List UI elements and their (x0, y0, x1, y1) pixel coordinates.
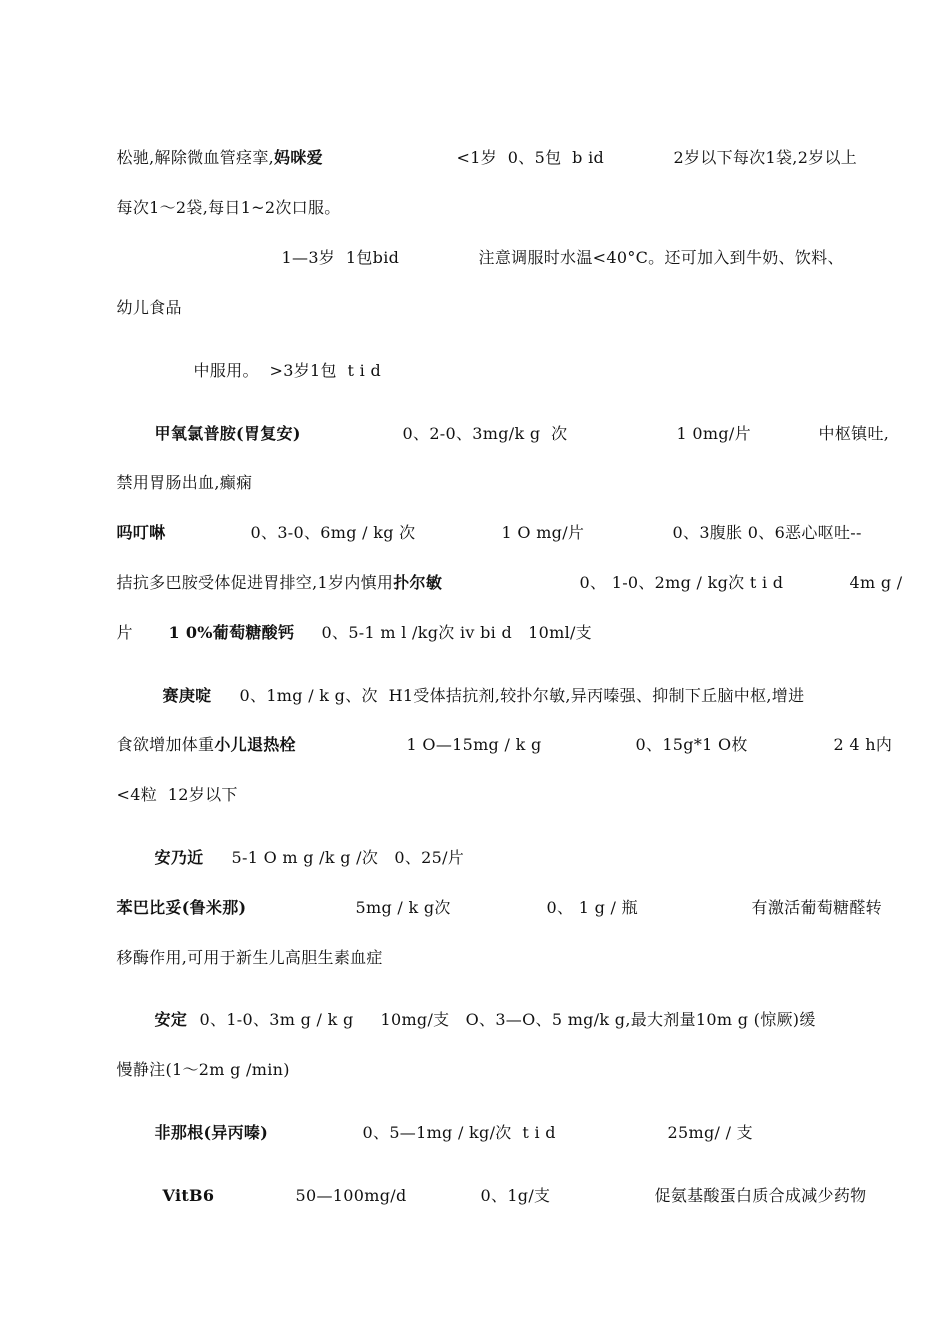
text-segment: 片 (116, 623, 133, 642)
text-segment: 幼儿食品 (116, 298, 182, 317)
text-line (435, 128, 604, 188)
text-segment: 0、3-0、6mg / kg 次 (250, 523, 416, 542)
text-segment: 有激活葡萄糖醛转 (751, 898, 882, 917)
drug-name: 安定 (154, 1010, 188, 1029)
text-line (614, 715, 748, 775)
drug-name: 扑尔敏 (393, 573, 443, 592)
text-line (133, 1103, 268, 1163)
text-segment: 0、 1-0、2mg / kg次 t i d (579, 573, 784, 592)
text-line (459, 1166, 550, 1226)
text-segment: 0、1mg / k g、次 H1受体拮抗剂,较扑尔敏,异丙嗪强、抑制下丘脑中枢,增进 (239, 686, 805, 705)
text-segment: 1 0mg/片 (676, 424, 751, 443)
text-segment: 1—3岁 1包bid (281, 248, 400, 267)
text-line (646, 1103, 753, 1163)
text-segment: 25mg/ / 支 (667, 1123, 753, 1142)
drug-name: 安乃近 (154, 848, 204, 867)
text-line (633, 1166, 866, 1226)
text-line (797, 404, 889, 464)
text-segment: 0、5—1mg / kg/次 t i d (362, 1123, 556, 1142)
text-line (141, 1166, 214, 1226)
text-segment: 拮抗多巴胺受体促进胃排空,1岁内慎用 (116, 573, 394, 592)
text-segment: 5mg / k g次 (355, 898, 451, 917)
text-line (95, 1040, 290, 1100)
text-segment: 松驰,解除微血管痉挛, (116, 148, 275, 167)
drug-name: 甲氧氯普胺(胃复安) (154, 424, 301, 443)
drug-name: 赛庚啶 (162, 686, 212, 705)
text-segment: 促氨基酸蛋白质合成减少药物 (654, 1186, 867, 1205)
text-line (95, 603, 133, 663)
text-segment: 1 O—15mg / k g (406, 735, 542, 754)
text-segment: 中服用。 >3岁1包 t i d (193, 361, 382, 380)
text-segment: 4m g / (849, 573, 903, 592)
text-line (95, 928, 383, 988)
text-line (172, 341, 381, 401)
drug-name: 非那根(异丙嗪) (154, 1123, 269, 1142)
text-segment: 慢静注(1～2m g /min) (116, 1060, 290, 1079)
text-segment: 注意调服时水温<40°C。还可加入到牛奶、饮料、 (478, 248, 844, 267)
text-line (812, 715, 892, 775)
text-segment: 5-1 O m g /k g /次 0、25/片 (231, 848, 465, 867)
drug-name: 小儿退热栓 (214, 735, 296, 754)
text-line (525, 878, 638, 938)
text-line (300, 603, 592, 663)
text-segment: 中枢镇吐, (818, 424, 890, 443)
text-line (260, 228, 399, 288)
text-line (652, 128, 857, 188)
text-segment: 0、5-1 m l /kg次 iv bi d 10ml/支 (321, 623, 592, 642)
text-line (457, 228, 844, 288)
text-segment: 0、15g*1 O枚 (635, 735, 748, 754)
drug-name: 妈咪爱 (274, 148, 323, 167)
text-segment: 50—100mg/d (295, 1186, 407, 1205)
drug-name: 1 0%葡萄糖酸钙 (168, 623, 295, 642)
text-segment: 食欲增加体重 (116, 735, 215, 754)
text-line (95, 765, 238, 825)
text-segment: 0、1g/支 (480, 1186, 551, 1205)
text-line (828, 553, 903, 613)
text-segment: 1 O mg/片 (501, 523, 585, 542)
text-line (147, 603, 294, 663)
text-line (381, 404, 567, 464)
text-segment: 0、 1 g / 瓶 (546, 898, 638, 917)
text-segment: 0、2-0、3mg/k g 次 (402, 424, 568, 443)
text-line (341, 1103, 556, 1163)
text-line (95, 278, 182, 338)
text-line (274, 1166, 407, 1226)
text-segment: 每次1～2袋,每日1~2次口服。 (116, 198, 341, 217)
text-segment: 禁用胃肠出血,癫痫 (116, 473, 253, 492)
drug-name: VitB6 (162, 1186, 215, 1205)
drug-name: 苯巴比妥(鲁米那) (116, 898, 247, 917)
text-segment: 2 4 h内 (833, 735, 893, 754)
text-segment: <4粒 12岁以下 (116, 785, 238, 804)
text-segment: 0、1-0、3m g / k g 10mg/支 O、3—O、5 mg/k g,最大剂量10m g (惊厥)缓 (199, 1010, 816, 1029)
drug-name: 吗叮啉 (116, 523, 166, 542)
text-segment: 移酶作用,可用于新生儿高胆生素血症 (116, 948, 383, 967)
text-line (730, 878, 882, 938)
text-line (655, 404, 751, 464)
text-segment: 2岁以下每次1袋,2岁以上 (673, 148, 858, 167)
text-line (385, 715, 542, 775)
text-segment: 0、3腹胀 0、6恶心呕吐-- (672, 523, 862, 542)
text-segment: <1岁 0、5包 b id (456, 148, 605, 167)
